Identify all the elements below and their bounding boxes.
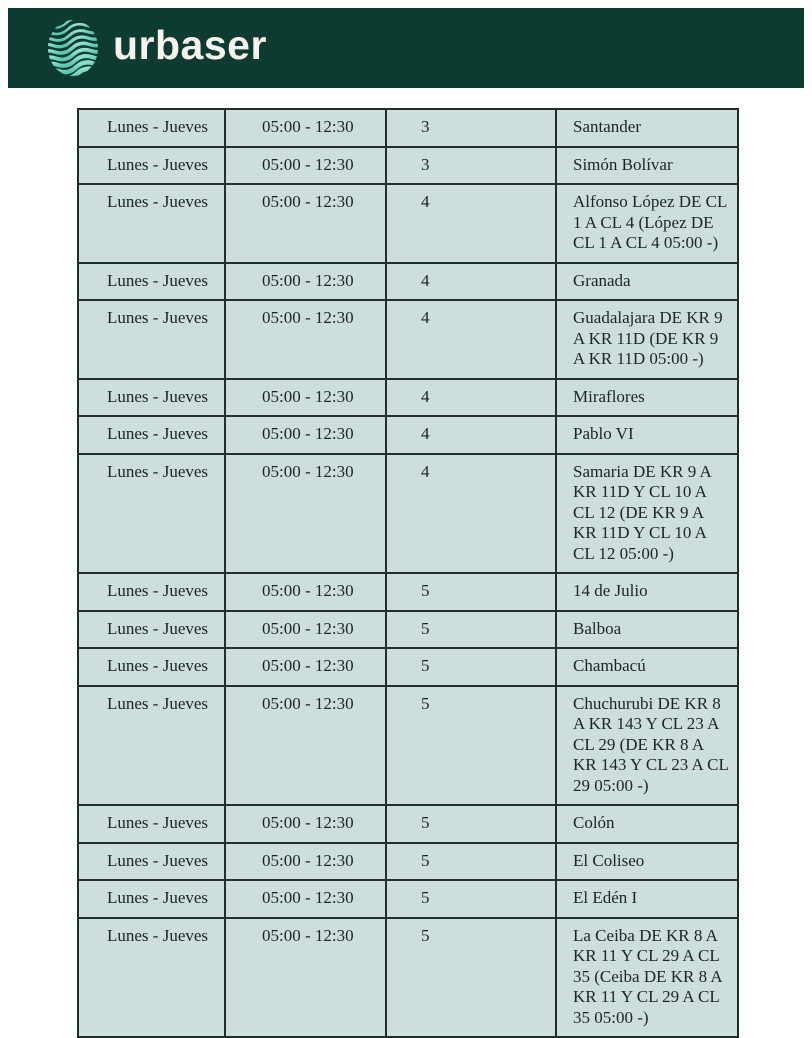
cell-time-range: 05:00 - 12:30 [225,184,386,263]
cell-zone-number: 4 [386,184,556,263]
cell-zone-number: 5 [386,880,556,918]
cell-time-range: 05:00 - 12:30 [225,573,386,611]
cell-time-range: 05:00 - 12:30 [225,263,386,301]
cell-day-range: Lunes - Jueves [78,184,225,263]
table-row [78,263,738,301]
cell-neighborhood: Chambacú [556,648,738,686]
cell-time-range: 05:00 - 12:30 [225,109,386,147]
cell-zone-number: 3 [386,109,556,147]
cell-time-range: 05:00 - 12:30 [225,843,386,881]
cell-day-range: Lunes - Jueves [78,147,225,185]
cell-neighborhood: 14 de Julio [556,573,738,611]
cell-time-range: 05:00 - 12:30 [225,918,386,1038]
cell-time-range: 05:00 - 12:30 [225,379,386,417]
cell-zone-number: 5 [386,805,556,843]
cell-neighborhood: La Ceiba DE KR 8 A KR 11 Y CL 29 A CL 35 (Ceiba DE KR 8 A KR 11 Y CL 29 A CL 35 05:00 -) [556,918,738,1038]
cell-neighborhood: Pablo VI [556,416,738,454]
cell-zone-number: 4 [386,416,556,454]
cell-day-range: Lunes - Jueves [78,648,225,686]
cell-neighborhood: Granada [556,263,738,301]
table-row [78,379,738,417]
table-row [78,880,738,918]
cell-neighborhood: Colón [556,805,738,843]
schedule-table [77,108,739,1038]
cell-neighborhood: Guadalajara DE KR 9 A KR 11D (DE KR 9 A KR 11D 05:00 -) [556,300,738,379]
cell-time-range: 05:00 - 12:30 [225,454,386,574]
table-row [78,416,738,454]
cell-day-range: Lunes - Jueves [78,611,225,649]
table-row [78,147,738,185]
cell-neighborhood: El Edén I [556,880,738,918]
cell-day-range: Lunes - Jueves [78,300,225,379]
brand-logo [46,19,267,77]
cell-neighborhood: Miraflores [556,379,738,417]
cell-day-range: Lunes - Jueves [78,573,225,611]
cell-time-range: 05:00 - 12:30 [225,880,386,918]
cell-day-range: Lunes - Jueves [78,379,225,417]
table-row [78,918,738,1038]
cell-time-range: 05:00 - 12:30 [225,648,386,686]
table-row [78,184,738,263]
cell-zone-number: 5 [386,648,556,686]
cell-zone-number: 4 [386,379,556,417]
cell-day-range: Lunes - Jueves [78,880,225,918]
cell-day-range: Lunes - Jueves [78,416,225,454]
brand-name: urbaser [113,21,267,68]
table-row [78,805,738,843]
cell-zone-number: 5 [386,686,556,806]
header-bar [8,8,804,88]
cell-zone-number: 5 [386,573,556,611]
cell-neighborhood: Balboa [556,611,738,649]
cell-day-range: Lunes - Jueves [78,843,225,881]
cell-neighborhood: Chuchurubi DE KR 8 A KR 143 Y CL 23 A CL 29 (DE KR 8 A KR 143 Y CL 23 A CL 29 05:00 -) [556,686,738,806]
table-row [78,109,738,147]
table-row [78,454,738,574]
cell-day-range: Lunes - Jueves [78,263,225,301]
cell-neighborhood: Samaria DE KR 9 A KR 11D Y CL 10 A CL 12 (DE KR 9 A KR 11D Y CL 10 A CL 12 05:00 -) [556,454,738,574]
urbaser-wave-globe-icon [46,19,100,77]
cell-neighborhood: El Coliseo [556,843,738,881]
cell-day-range: Lunes - Jueves [78,805,225,843]
cell-zone-number: 4 [386,454,556,574]
table-row [78,686,738,806]
cell-time-range: 05:00 - 12:30 [225,611,386,649]
cell-neighborhood: Santander [556,109,738,147]
cell-day-range: Lunes - Jueves [78,454,225,574]
table-row [78,843,738,881]
cell-time-range: 05:00 - 12:30 [225,416,386,454]
table-row [78,300,738,379]
cell-time-range: 05:00 - 12:30 [225,805,386,843]
cell-day-range: Lunes - Jueves [78,918,225,1038]
cell-day-range: Lunes - Jueves [78,109,225,147]
cell-day-range: Lunes - Jueves [78,686,225,806]
table-row [78,648,738,686]
cell-zone-number: 3 [386,147,556,185]
cell-zone-number: 5 [386,918,556,1038]
table-row [78,573,738,611]
cell-zone-number: 5 [386,611,556,649]
cell-neighborhood: Simón Bolívar [556,147,738,185]
table-row [78,611,738,649]
cell-zone-number: 4 [386,300,556,379]
cell-time-range: 05:00 - 12:30 [225,300,386,379]
cell-zone-number: 4 [386,263,556,301]
cell-zone-number: 5 [386,843,556,881]
cell-time-range: 05:00 - 12:30 [225,147,386,185]
cell-time-range: 05:00 - 12:30 [225,686,386,806]
cell-neighborhood: Alfonso López DE CL 1 A CL 4 (López DE CL 1 A CL 4 05:00 -) [556,184,738,263]
